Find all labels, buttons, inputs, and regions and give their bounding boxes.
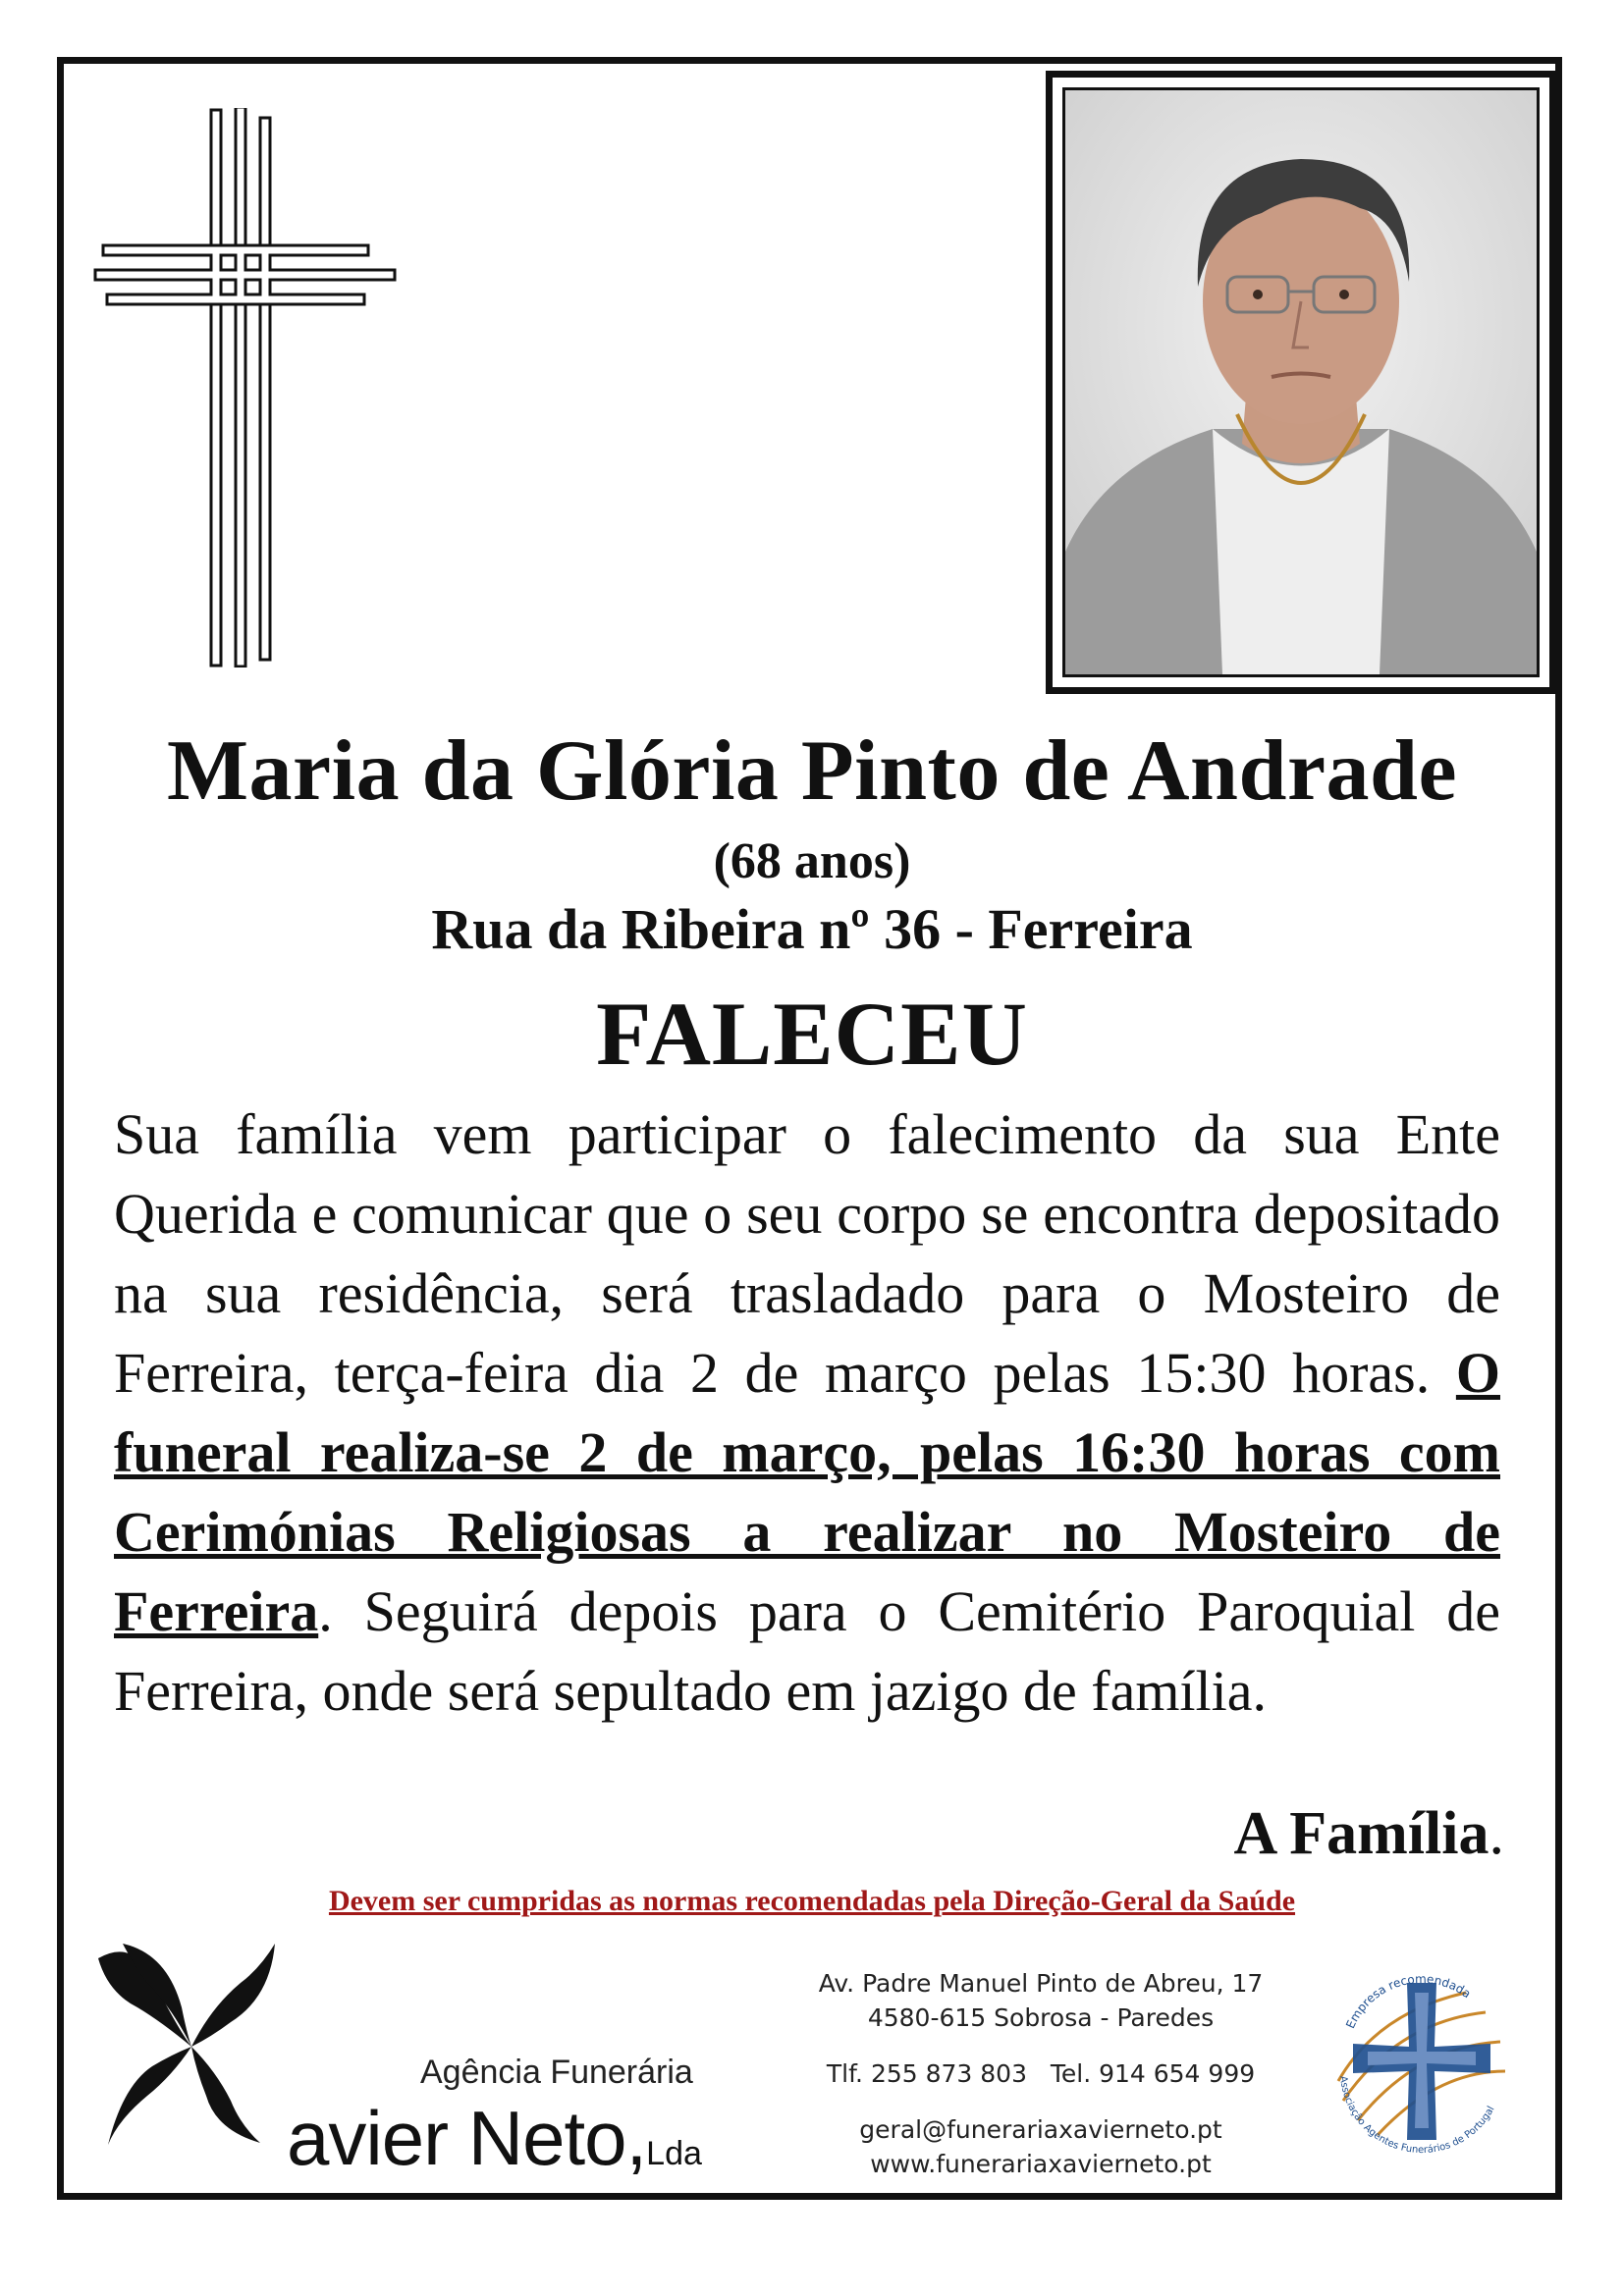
email-address: geral@funerariaxavierneto.pt	[859, 2115, 1222, 2144]
association-seal-icon	[1319, 1953, 1525, 2164]
announcement-outro: . Seguirá depois para o Cemitério Paroquial de Ferreira, onde será sepultado em jazigo de família.	[114, 1579, 1500, 1723]
cross-icon	[93, 108, 398, 667]
association-top-text: Empresa recomendada	[1343, 1971, 1474, 2031]
signature-period: .	[1489, 1800, 1504, 1867]
website-link: www.funerariaxavierneto.pt	[870, 2150, 1212, 2178]
association-bottom-text: Associação Agentes Funerários de Portugal	[1337, 2075, 1497, 2157]
announcement-text	[114, 1095, 1500, 1731]
portrait-photo	[1062, 87, 1540, 677]
phone-numbers: Tlf. 255 873 803 Tel. 914 654 999	[826, 2059, 1256, 2088]
address-line-2: 4580-615 Sobrosa - Paredes	[867, 2003, 1215, 2032]
deceased-age: (68 anos)	[713, 833, 911, 889]
signature-text: A Família	[1233, 1800, 1489, 1867]
agency-suffix: Lda	[646, 2135, 702, 2172]
agency-name-text: avier Neto,	[287, 2095, 647, 2181]
agency-contact	[776, 1966, 1306, 2181]
funeral-details: O funeral realiza-se 2 de março, pelas 16:30 horas com Cerimónias Religiosas a realizar no Mosteiro de Ferreira	[114, 1341, 1500, 1643]
agency-label: Agência Funerária	[420, 2054, 693, 2091]
agency-name	[287, 2094, 702, 2183]
portrait-frame	[1046, 71, 1556, 694]
death-status: FALECEU	[596, 984, 1028, 1084]
signature	[1233, 1799, 1504, 1869]
deceased-address: Rua da Ribeira nº 36 - Ferreira	[431, 897, 1193, 961]
address-line-1: Av. Padre Manuel Pinto de Abreu, 17	[818, 1969, 1264, 1998]
announcement-intro: Sua família vem participar o falecimento da sua Ente Querida e comunicar que o seu corpo se encontra depositado na sua residência, será trasladado para o Mosteiro de Ferreira, terça-feira dia 2 de março pelas 15:30 horas.	[114, 1102, 1500, 1405]
agency-logo-icon	[93, 1939, 280, 2150]
health-notice: Devem ser cumpridas as normas recomendadas pela Direção-Geral da Saúde	[328, 1885, 1296, 1917]
deceased-name: Maria da Glória Pinto de Andrade	[167, 723, 1457, 819]
